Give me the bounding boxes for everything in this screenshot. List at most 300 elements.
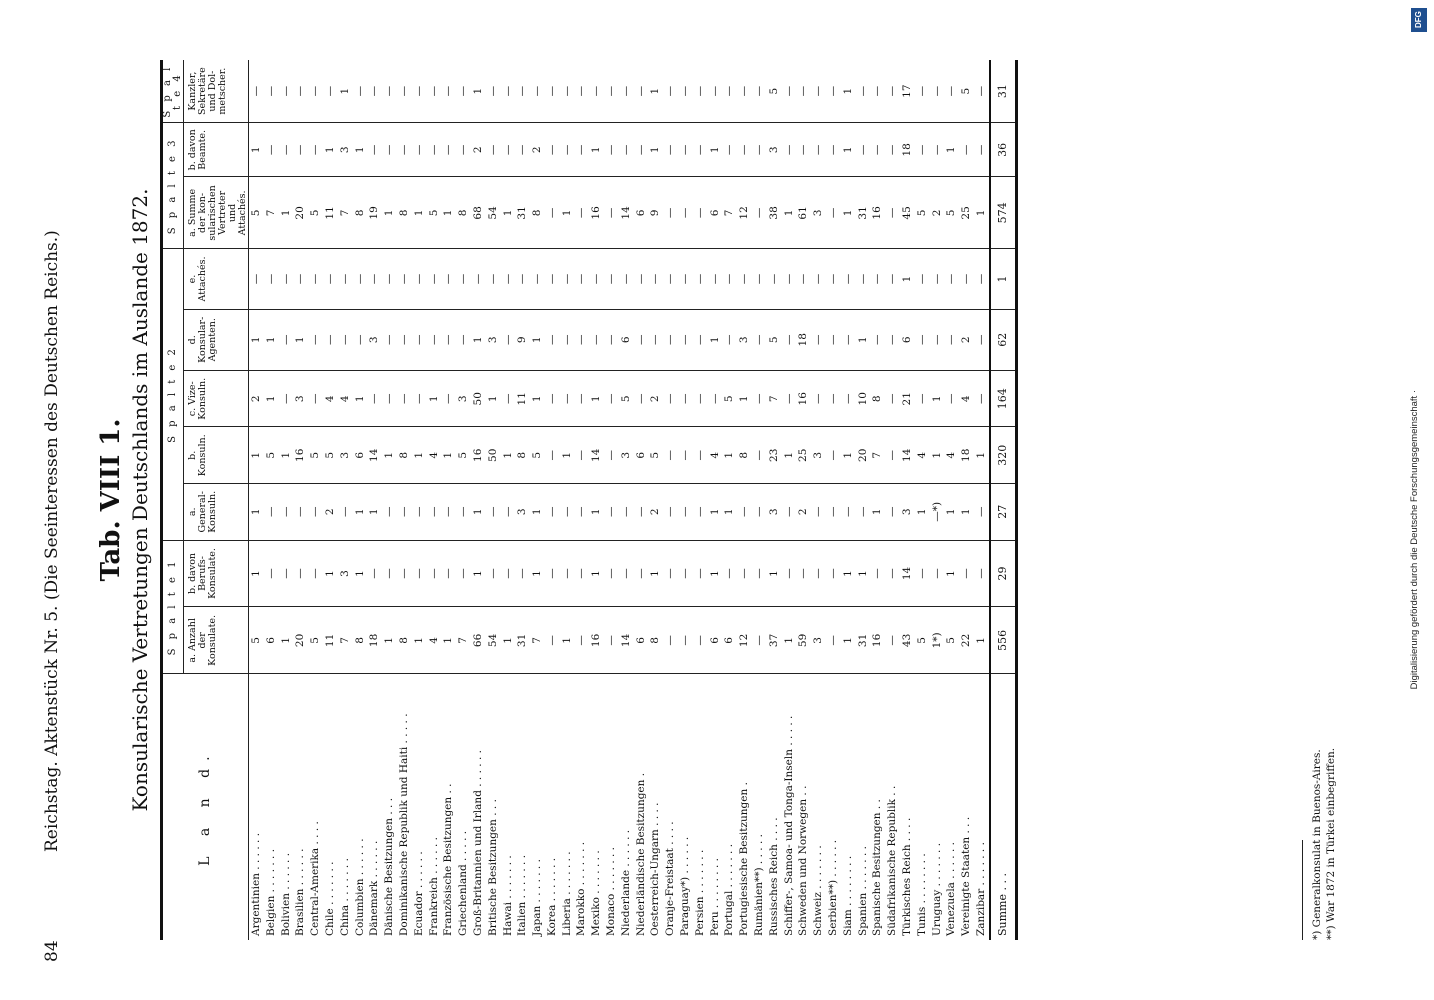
col-1b: b. davon Berufs-Konsulate.	[184, 540, 249, 607]
value-cell: 50	[486, 427, 501, 484]
value-cell: 6	[352, 427, 367, 484]
table-row	[560, 60, 575, 940]
value-cell: 8	[737, 427, 752, 484]
value-cell: —	[841, 309, 856, 370]
value-cell: —	[663, 249, 678, 309]
value-cell: —	[886, 85, 899, 97]
value-cell: 6	[900, 309, 915, 370]
value-cell: —	[678, 540, 693, 607]
value-cell: —	[500, 249, 515, 309]
value-cell: 7	[456, 607, 471, 674]
value-cell: —	[604, 309, 619, 370]
table-row	[811, 60, 826, 940]
country-cell: Dominikanische Republik und Haiti . . . . .	[397, 674, 412, 940]
value-cell: —	[663, 427, 678, 484]
value-cell: —	[826, 123, 841, 177]
value-cell: —	[664, 85, 677, 97]
value-cell: —	[278, 540, 293, 607]
value-cell: 1	[841, 123, 856, 177]
value-cell: —	[871, 85, 884, 97]
value-cell: 1	[974, 177, 990, 249]
value-cell: —	[693, 484, 708, 541]
value-cell: —	[855, 484, 870, 541]
table-row	[900, 60, 915, 940]
value-cell: —	[383, 85, 396, 97]
sum-cell: 556	[990, 607, 1017, 674]
value-cell: 54	[486, 607, 501, 674]
value-cell: —	[929, 249, 944, 309]
value-cell: —	[678, 607, 693, 674]
value-cell: —	[619, 249, 634, 309]
value-cell: 1	[426, 371, 441, 428]
value-cell: 1	[278, 177, 293, 249]
country-cell: Südafrikanische Republik . .	[885, 674, 900, 940]
table-row	[264, 60, 279, 940]
value-cell: —	[590, 85, 603, 97]
value-cell: —	[574, 249, 589, 309]
value-cell: —	[634, 540, 649, 607]
value-cell: 1	[412, 427, 427, 484]
col-2c: c. Vize-Konsuln.	[184, 371, 249, 428]
table-row	[708, 60, 723, 940]
value-cell: —	[264, 123, 279, 177]
value-cell: 16	[589, 177, 604, 249]
value-cell: —	[752, 249, 767, 309]
value-cell: 1	[737, 371, 752, 428]
value-cell: —	[678, 123, 693, 177]
value-cell: 5	[767, 309, 782, 370]
country-cell: Korea . . . . . . .	[545, 674, 560, 940]
value-cell: —	[619, 540, 634, 607]
value-cell: 5	[264, 427, 279, 484]
value-cell: 3	[900, 484, 915, 541]
value-cell: 1	[708, 540, 723, 607]
value-cell: —	[323, 309, 338, 370]
value-cell: 14	[619, 177, 634, 249]
value-cell: —	[752, 123, 767, 177]
value-cell: —	[293, 123, 308, 177]
value-cell: 1	[248, 309, 263, 370]
value-cell: —	[619, 85, 632, 97]
table-row	[412, 60, 427, 940]
table-row	[826, 60, 841, 940]
country-cell: Spanien . . . . . . .	[855, 674, 870, 940]
value-cell: —	[782, 309, 797, 370]
value-cell: —	[885, 123, 900, 177]
value-cell: 5	[248, 607, 263, 674]
value-cell: —	[944, 249, 959, 309]
value-cell: —	[885, 484, 900, 541]
value-cell: —	[308, 123, 323, 177]
value-cell: 7	[767, 371, 782, 428]
value-cell: —	[574, 540, 589, 607]
spalte1-header: S p a l t e 1	[162, 540, 184, 674]
value-cell: —	[679, 85, 692, 97]
value-cell: —	[811, 540, 826, 607]
value-cell: 14	[619, 607, 634, 674]
value-cell: 19	[367, 177, 382, 249]
value-cell: —	[442, 85, 455, 97]
value-cell: 2	[648, 484, 663, 541]
value-cell: —	[619, 484, 634, 541]
country-cell: Monaco . . . . . . .	[604, 674, 619, 940]
value-cell: —	[915, 309, 930, 370]
value-cell: —	[856, 85, 869, 97]
col-2b: b. Konsuln.	[184, 427, 249, 484]
value-cell: —	[767, 249, 782, 309]
table-row	[678, 60, 693, 940]
value-cell: 1	[382, 427, 397, 484]
value-cell: —	[648, 249, 663, 309]
value-cell: —	[278, 484, 293, 541]
value-cell: —	[278, 249, 293, 309]
value-cell: 1	[471, 309, 486, 370]
value-cell: —	[678, 484, 693, 541]
value-cell: 5	[456, 427, 471, 484]
country-cell: Liberia . . . . . . .	[560, 674, 575, 940]
value-cell: 7	[870, 427, 885, 484]
digitization-text: Digitalisierung gefördert durch die Deutsche Forschungsgemeinschaft ·	[1409, 390, 1420, 690]
table-row	[500, 60, 515, 940]
value-cell: 1	[486, 371, 501, 428]
value-cell: —	[974, 123, 990, 177]
country-cell: Brasilien . . . . . .	[293, 674, 308, 940]
sum-label: Summe . . .	[990, 674, 1017, 940]
value-cell: —	[885, 540, 900, 607]
value-cell: 1	[441, 607, 456, 674]
table-row	[782, 60, 797, 940]
value-cell: —	[441, 371, 456, 428]
value-cell: —	[560, 85, 573, 97]
value-cell: —	[826, 484, 841, 541]
value-cell: —	[693, 427, 708, 484]
value-cell: 1	[382, 607, 397, 674]
value-cell: 7	[722, 177, 737, 249]
value-cell: —	[545, 371, 560, 428]
value-cell: 12	[737, 607, 752, 674]
value-cell: 1	[500, 427, 515, 484]
value-cell: —	[264, 249, 279, 309]
value-cell: 1	[352, 123, 367, 177]
value-cell: —	[678, 177, 693, 249]
value-cell: —	[944, 371, 959, 428]
value-cell: 1	[841, 177, 856, 249]
value-cell: 2	[796, 484, 811, 541]
value-cell: 8	[397, 607, 412, 674]
table-row	[693, 60, 708, 940]
value-cell: —	[486, 85, 499, 97]
country-cell: Venezuela . . . . . .	[944, 674, 959, 940]
value-cell: —	[574, 309, 589, 370]
value-cell: 68	[471, 177, 486, 249]
value-cell: 3	[767, 484, 782, 541]
country-cell: Chile . . . . . . .	[323, 674, 338, 940]
value-cell: —	[382, 540, 397, 607]
country-cell: Columbien . . . . . .	[352, 674, 367, 940]
value-cell: 11	[323, 607, 338, 674]
value-cell: —	[974, 309, 990, 370]
value-cell: —	[412, 371, 427, 428]
value-cell: 18	[367, 607, 382, 674]
value-cell: 11	[515, 371, 530, 428]
value-cell: —	[501, 85, 514, 97]
value-cell: 1	[530, 309, 545, 370]
value-cell: —	[974, 484, 990, 541]
value-cell: 1	[248, 484, 263, 541]
table-row	[382, 60, 397, 940]
value-cell: 5	[960, 87, 973, 95]
country-cell: Tunis . . . . . . . .	[915, 674, 930, 940]
value-cell: —	[604, 484, 619, 541]
table-row	[323, 60, 338, 940]
value-cell: 6	[634, 607, 649, 674]
value-cell: 1	[870, 484, 885, 541]
value-cell: —	[634, 484, 649, 541]
value-cell: —	[737, 540, 752, 607]
value-cell: 1	[441, 427, 456, 484]
value-cell: —	[338, 484, 353, 541]
value-cell: —	[782, 123, 797, 177]
value-cell: —	[722, 123, 737, 177]
value-cell: —	[574, 484, 589, 541]
value-cell: —	[752, 309, 767, 370]
value-cell: —	[634, 85, 647, 97]
country-cell: Frankreich . . . . . .	[426, 674, 441, 940]
value-cell: —	[456, 540, 471, 607]
col-1a: a. Anzahl der Konsulate.	[184, 607, 249, 674]
value-cell: —	[797, 85, 810, 97]
table-body	[248, 60, 1016, 940]
spalte3-header: S p a l t e 3	[162, 123, 184, 249]
value-cell: —	[915, 371, 930, 428]
value-cell: —	[397, 123, 412, 177]
value-cell: —	[515, 249, 530, 309]
table-subtitle: Konsularische Vertretungen Deutschlands im Auslande 1872.	[128, 188, 152, 812]
value-cell: —	[323, 249, 338, 309]
value-cell: 3	[456, 371, 471, 428]
value-cell: 2	[323, 484, 338, 541]
value-cell: 21	[900, 371, 915, 428]
table-row	[441, 60, 456, 940]
value-cell: —	[619, 123, 634, 177]
value-cell: —	[604, 371, 619, 428]
digitization-note	[1408, 0, 1434, 1000]
table-row	[604, 60, 619, 940]
value-cell: —	[560, 309, 575, 370]
value-cell: —	[412, 249, 427, 309]
table-row	[737, 60, 752, 940]
value-cell: —	[426, 123, 441, 177]
value-cell: 1	[708, 123, 723, 177]
country-cell: Schweiz . . . . . . .	[811, 674, 826, 940]
value-cell: 3	[811, 607, 826, 674]
value-cell: 3	[486, 309, 501, 370]
value-cell: 20	[855, 427, 870, 484]
sum-cell: 29	[990, 540, 1017, 607]
footnotes	[1310, 748, 1338, 940]
value-cell: 6	[634, 427, 649, 484]
value-cell: —	[456, 484, 471, 541]
value-cell: —	[397, 484, 412, 541]
value-cell: —	[560, 484, 575, 541]
country-cell: Italien . . . . . . .	[515, 674, 530, 940]
value-cell: 3	[367, 309, 382, 370]
value-cell: 54	[486, 177, 501, 249]
value-cell: —	[885, 427, 900, 484]
value-cell: —	[367, 371, 382, 428]
value-cell: —	[604, 607, 619, 674]
value-cell: 3	[619, 427, 634, 484]
table-row	[634, 60, 649, 940]
value-cell: 23	[767, 427, 782, 484]
value-cell: 1	[352, 371, 367, 428]
value-cell: 2	[530, 123, 545, 177]
value-cell: 1	[412, 177, 427, 249]
value-cell: —	[426, 484, 441, 541]
value-cell: —	[560, 371, 575, 428]
value-cell: 1	[649, 87, 662, 95]
value-cell: 1	[855, 309, 870, 370]
value-cell: 1	[915, 484, 930, 541]
value-cell: 1	[855, 540, 870, 607]
value-cell: 66	[471, 607, 486, 674]
value-cell: 1	[589, 540, 604, 607]
value-cell: —	[426, 540, 441, 607]
value-cell: —	[367, 249, 382, 309]
value-cell: 4	[915, 427, 930, 484]
value-cell: —	[515, 540, 530, 607]
value-cell: 37	[767, 607, 782, 674]
value-cell: 1	[530, 540, 545, 607]
country-cell: Siam . . . . . . . .	[841, 674, 856, 940]
value-cell: —	[929, 309, 944, 370]
value-cell: —	[959, 540, 974, 607]
value-cell: 16	[471, 427, 486, 484]
value-cell: —	[278, 371, 293, 428]
value-cell: —	[457, 85, 470, 97]
value-cell: 9	[515, 309, 530, 370]
value-cell: —	[693, 607, 708, 674]
value-cell: 1	[352, 540, 367, 607]
table-row	[915, 60, 930, 940]
value-cell: —	[693, 85, 706, 97]
value-cell: 1	[959, 484, 974, 541]
country-cell: Ecuador . . . . . .	[412, 674, 427, 940]
value-cell: 16	[796, 371, 811, 428]
value-cell: 1	[722, 427, 737, 484]
value-cell: —	[752, 427, 767, 484]
value-cell: 5	[915, 177, 930, 249]
value-cell: —	[589, 309, 604, 370]
value-cell: —	[338, 249, 353, 309]
value-cell: —	[367, 540, 382, 607]
value-cell: 1	[841, 87, 854, 95]
country-cell: Marokko . . . . . . .	[574, 674, 589, 940]
value-cell: 31	[855, 607, 870, 674]
value-cell: 1	[560, 177, 575, 249]
table-row	[367, 60, 382, 940]
value-cell: 7	[338, 607, 353, 674]
value-cell: 1	[929, 371, 944, 428]
value-cell: —	[974, 249, 990, 309]
value-cell: 31	[515, 177, 530, 249]
consulate-table	[160, 60, 1018, 940]
value-cell: 1	[560, 427, 575, 484]
value-cell: —	[426, 249, 441, 309]
value-cell: —	[293, 249, 308, 309]
country-cell: Hawai . . . . . . .	[500, 674, 515, 940]
value-cell: 2	[248, 371, 263, 428]
value-cell: —	[264, 484, 279, 541]
value-cell: —	[855, 249, 870, 309]
value-cell: —	[545, 309, 560, 370]
table-row	[308, 60, 323, 940]
value-cell: —	[382, 484, 397, 541]
value-cell: 1	[264, 309, 279, 370]
value-cell: —	[885, 607, 900, 674]
value-cell: —	[723, 85, 736, 97]
value-cell: 1	[530, 484, 545, 541]
footnote-1: *) Generalkonsulat in Buenos-Aires.	[1311, 749, 1323, 940]
value-cell: —	[722, 309, 737, 370]
table-row	[352, 60, 367, 940]
sum-row	[990, 60, 1017, 940]
value-cell: —	[752, 371, 767, 428]
value-cell: 1	[767, 540, 782, 607]
value-cell: —	[811, 123, 826, 177]
value-cell: —	[397, 371, 412, 428]
country-cell: Groß-Britannien und Irland . . . . . .	[471, 674, 486, 940]
page-number: 84	[42, 940, 62, 962]
value-cell: —	[648, 309, 663, 370]
value-cell: 1	[944, 484, 959, 541]
sum-cell: 36	[990, 123, 1017, 177]
value-cell: —	[545, 427, 560, 484]
value-cell: —	[249, 85, 262, 97]
value-cell: —	[441, 249, 456, 309]
value-cell: 2	[929, 177, 944, 249]
value-cell: 59	[796, 607, 811, 674]
table-row	[929, 60, 944, 940]
value-cell: 1	[471, 87, 484, 95]
country-cell: Zanzibar . . . . . . .	[974, 674, 990, 940]
value-cell: —	[589, 249, 604, 309]
value-cell: 1	[441, 177, 456, 249]
value-cell: —	[663, 540, 678, 607]
value-cell: 8	[870, 371, 885, 428]
col-2e: e. Attachés.	[184, 249, 249, 309]
table-row	[589, 60, 604, 940]
value-cell: —	[293, 540, 308, 607]
value-cell: 8	[352, 177, 367, 249]
value-cell: —	[678, 249, 693, 309]
value-cell: —	[545, 123, 560, 177]
value-cell: 6	[708, 607, 723, 674]
value-cell: —	[752, 607, 767, 674]
value-cell: —	[515, 123, 530, 177]
value-cell: 1	[782, 607, 797, 674]
country-cell: Niederländische Besitzungen .	[634, 674, 649, 940]
value-cell: 1	[648, 123, 663, 177]
value-cell: 45	[900, 177, 915, 249]
value-cell: —	[545, 540, 560, 607]
value-cell: 1	[900, 249, 915, 309]
value-cell: —	[826, 309, 841, 370]
table-row	[530, 60, 545, 940]
value-cell: 12	[737, 177, 752, 249]
table-row	[752, 60, 767, 940]
country-cell: Dänemark . . . . . .	[367, 674, 382, 940]
